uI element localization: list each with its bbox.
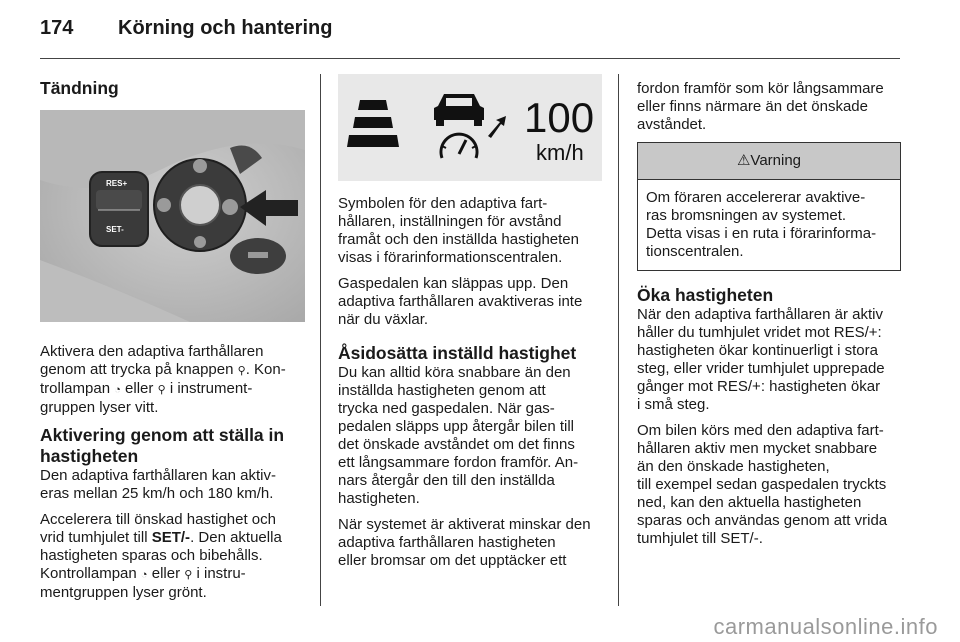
paragraph-kora-snabbare: Du kan alltid köra snabbare än den inställda hastigheten genom att trycka ned gaspedalen. När gas- pedalen släpps upp återgår bilen till det önskade avståndet om det finns ett långsammare fordon framför. An- nars återgår den till den inställda hastigheten. bbox=[338, 364, 579, 507]
car-ahead-icon bbox=[434, 94, 484, 126]
section-title-tandning: Tändning bbox=[40, 78, 119, 98]
warning-body: Om föraren accelererar avaktive- ras bromsningen av systemet. Detta visas i en ruta i förarinforma- tionscentralen. bbox=[646, 189, 877, 260]
cruise-control-speedometer-icon: ◔ bbox=[114, 384, 121, 396]
column-divider-2 bbox=[618, 74, 619, 606]
set-label: SET- bbox=[106, 225, 124, 234]
paragraph-nar-aktiverat: När systemet är aktiverat minskar den adaptiva farthållaren hastigheten eller bromsar om det upptäcker ett bbox=[338, 516, 591, 569]
set-speed-unit: km/h bbox=[536, 140, 584, 165]
paragraph-accelerera: Accelerera till önskad hastighet och vrid tumhjulet till SET/-. Den aktuella hastigheten sparas och bibehålls. Kontrollampan ◔ eller ⚲ i instru- mentgruppen lyser grönt. bbox=[40, 511, 282, 601]
acc-display-illustration bbox=[338, 74, 602, 181]
speedometer-icon bbox=[441, 134, 477, 158]
paragraph-aktivera: Aktivera den adaptiva farthållaren genom att trycka på knappen ⚲. Kon- trollampan ◔ eller ⚲ i instrument- gruppen lyser vitt. bbox=[40, 343, 286, 416]
adaptive-cruise-icon: ⚲ bbox=[157, 384, 166, 396]
distance-bar-3 bbox=[347, 135, 399, 147]
paragraph-fordon-framfor: fordon framför som kör långsammare eller finns närmare än det önskade avståndet. bbox=[637, 80, 884, 133]
column-divider-1 bbox=[320, 74, 321, 606]
acc-display-symbol bbox=[338, 74, 602, 181]
steering-wheel-illustration bbox=[40, 110, 305, 322]
warning-header bbox=[638, 143, 900, 180]
cruise-control-distance-icon: ⚲ bbox=[237, 365, 246, 377]
p1-line-1: Aktivera den adaptiva farthållaren bbox=[40, 343, 264, 360]
column-3 bbox=[637, 74, 907, 556]
steering-wheel-buttons-photo bbox=[40, 110, 305, 322]
column-1 bbox=[40, 74, 310, 610]
watermark: carmanualsonline.info bbox=[713, 614, 938, 639]
warning-title: Varning bbox=[750, 152, 802, 169]
warning-box bbox=[637, 142, 901, 271]
header-rule bbox=[40, 58, 900, 59]
section-title-oka-hastigheten: Öka hastigheten bbox=[637, 285, 774, 305]
paragraph-symbol: Symbolen för den adaptiva fart- hållaren, inställningen för avstånd framåt och den inställda hastigheten visas i förarinformationscentralen. bbox=[338, 195, 579, 266]
section-title-asidosatta: Åsidosätta inställd hastighet bbox=[338, 343, 577, 363]
adaptive-cruise-icon: ⚲ bbox=[184, 569, 193, 581]
distance-bar-1 bbox=[358, 100, 388, 110]
warning-icon: ⚠ bbox=[736, 152, 751, 169]
set-speed-value: 100 bbox=[524, 94, 595, 141]
paragraph-gaspedal: Gaspedalen kan släppas upp. Den adaptiva farthållaren avaktiveras inte när du växlar. bbox=[338, 275, 583, 328]
distance-bar-2 bbox=[353, 117, 393, 128]
paragraph-snabbare: Om bilen körs med den adaptiva fart- hållaren aktiv men mycket snabbare än den önskade hastigheten, till exempel sedan gaspedalen tryckts ned, kan den aktuella hastigheten sparas och användas genom att vrida tumhjulet till SET/-. bbox=[637, 422, 888, 547]
paragraph-aktiv-range: Den adaptiva farthållaren kan aktiv- eras mellan 25 km/h och 180 km/h. bbox=[40, 467, 276, 502]
column-2 bbox=[338, 74, 608, 578]
cruise-control-speedometer-icon: ◔ bbox=[140, 569, 148, 581]
page-header-title: Körning och hantering bbox=[118, 17, 333, 39]
page-number: 174 bbox=[40, 17, 74, 39]
paragraph-res: När den adaptiva farthållaren är aktiv håller du tumhjulet vridet mot RES/+: hastigheten ökar kontinuerligt i stora steg, eller vrider tumhjulet upprepade gånger mot RES/+: hastigheten ökar i små steg. bbox=[637, 306, 885, 413]
res-label: RES+ bbox=[106, 179, 128, 188]
set-speed-arrow-icon bbox=[488, 116, 506, 138]
section-title-aktivering: Aktivering genom att ställa in hastigheten bbox=[40, 425, 285, 466]
